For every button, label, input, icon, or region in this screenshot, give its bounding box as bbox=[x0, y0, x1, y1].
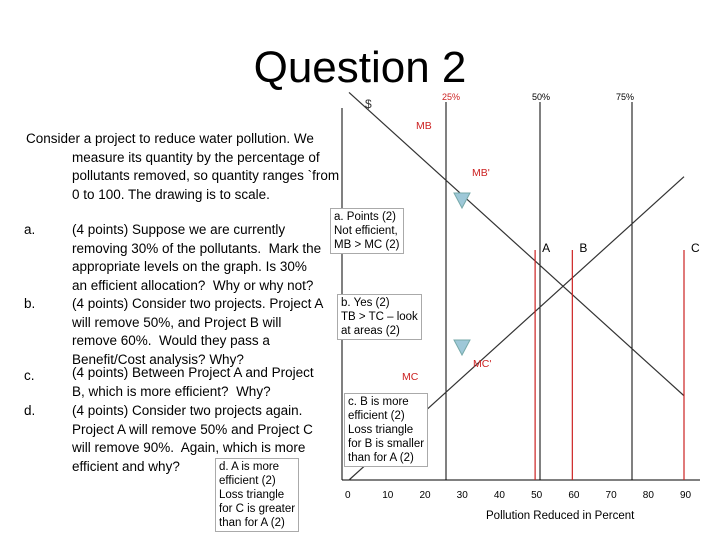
answer-note-d: d. A is more efficient (2) Loss triangle for C is greater than for A (2) bbox=[215, 458, 299, 532]
project-label-a: A bbox=[542, 241, 551, 255]
question-b-label: b. bbox=[24, 296, 36, 311]
x-tick-0: 0 bbox=[345, 490, 351, 501]
question-a-text: (4 points) Suppose we are currently removing 30% of the pollutants. Mark the appropriate levels on the graph. Is 30% an efficient allocation? Why or why not? bbox=[72, 222, 322, 293]
top-pct-0: 25% bbox=[442, 92, 461, 102]
top-pct-1: 50% bbox=[532, 92, 551, 102]
ylabel-dollar: $ bbox=[365, 97, 372, 111]
curve-label-2: MC bbox=[402, 371, 419, 383]
x-tick-20: 20 bbox=[419, 490, 431, 501]
intro-rest: measure its quantity by the percentage of pollutants removed, so quantity ranges `from 0 to 100. The drawing is to scale. bbox=[72, 149, 340, 202]
marker-mc-triangle bbox=[454, 340, 470, 355]
question-c-text: (4 points) Between Project A and Project B, which is more efficient? Why? bbox=[72, 365, 314, 399]
x-tick-80: 80 bbox=[642, 490, 654, 501]
answer-note-c: c. B is more efficient (2) Loss triangle for B is smaller than for A (2) bbox=[344, 393, 428, 467]
top-pct-2: 75% bbox=[616, 92, 635, 102]
question-c-label: c. bbox=[24, 368, 35, 383]
x-tick-60: 60 bbox=[568, 490, 580, 501]
intro-text bbox=[26, 130, 346, 204]
question-d-text: (4 points) Consider two projects again. Project A will remove 50% and Project C will remove 90%. Again, which is more efficient and why? bbox=[72, 403, 313, 474]
curve-label-3: MC' bbox=[473, 358, 492, 370]
x-tick-70: 70 bbox=[605, 490, 617, 501]
xlabel: Pollution Reduced in Percent bbox=[486, 510, 635, 522]
curve-label-1: MB' bbox=[472, 167, 490, 179]
x-tick-40: 40 bbox=[493, 490, 506, 501]
curve-label-0: MB bbox=[416, 120, 432, 132]
project-label-b: B bbox=[579, 241, 588, 255]
question-d-label: d. bbox=[24, 403, 36, 418]
question-b-text: (4 points) Consider two projects. Project A will remove 50%, and Project B will remove 60%. Would they pass a Benefit/Cost analysis? Why? bbox=[72, 296, 324, 367]
question-a-label: a. bbox=[24, 222, 36, 237]
intro-first-line: Consider a project to reduce water pollution. We bbox=[26, 131, 314, 146]
x-tick-50: 50 bbox=[531, 490, 543, 501]
answer-note-b: b. Yes (2) TB > TC – look at areas (2) bbox=[337, 294, 422, 340]
answer-note-a: a. Points (2) Not efficient, MB > MC (2) bbox=[330, 208, 404, 254]
x-tick-10: 10 bbox=[382, 490, 394, 501]
x-tick-30: 30 bbox=[456, 490, 468, 501]
x-tick-90: 90 bbox=[680, 490, 692, 501]
slide-title: Question 2 bbox=[253, 43, 467, 92]
project-label-c: C bbox=[691, 241, 700, 255]
